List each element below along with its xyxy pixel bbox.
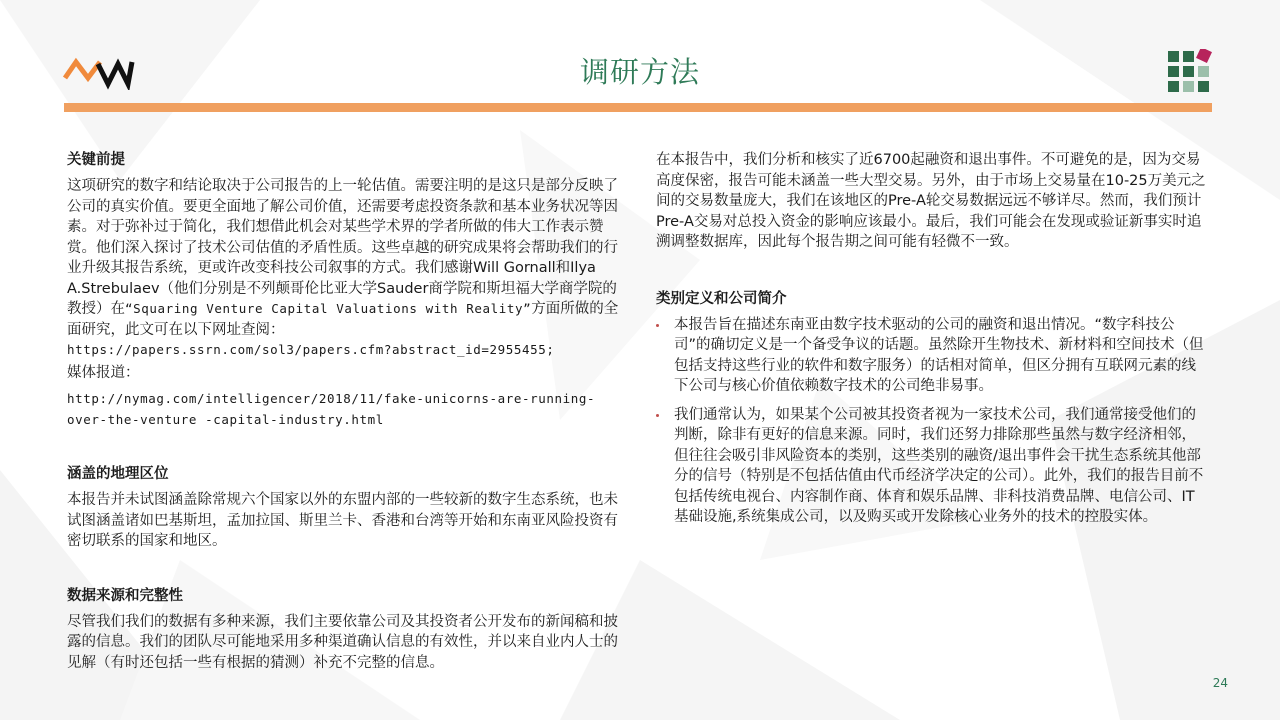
right-column <box>656 150 1208 536</box>
section-heading-data-sources: 数据来源和完整性 <box>67 587 183 604</box>
media-label: 媒体报道： <box>67 364 140 381</box>
geography-paragraph: 本报告并未试图涵盖除常规六个国家以外的东盟内部的一些较新的数字生态系统，也未试图涵盖诸如巴基斯坦，孟加拉国、斯里兰卡、香港和台湾等开始和东南亚风险投资有密切联系的国家和地区。 <box>67 492 618 549</box>
bullet-dot-icon <box>656 414 659 417</box>
section-heading-category-definition: 类别定义和公司简介 <box>656 290 787 307</box>
list-item <box>656 405 1208 528</box>
grid-logo <box>1166 49 1214 95</box>
bullet-text: 我们通常认为，如果某个公司被其投资者视为一家技术公司，我们通常接受他们的判断，除非有更好的信息来源。同时，我们还努力排除那些虽然与数字经济相邻，但往往会吸引非风险资本的类别，这些类别的融资/退出事件会干扰生态系统其他部分的信号（特别是不包括估值由代币经济学决定的公司）。此外，我们的报告目前不包括传统电视台、内容制作商、体育和娱乐品牌、非科技消费品牌、电信公司、IT基础设施,系统集成公司，以及购买或开发除核心业务外的技术的控股实体。 <box>674 406 1204 525</box>
bullet-text: 本报告旨在描述东南亚由数字技术驱动的公司的融资和退出情况。“数字科技公司”的确切定义是一个备受争议的话题。虽然除开生物技术、新材料和空间技术（但包括支持这些行业的软件和数字服务）的话相对简单，但区分拥有互联网元素的线下公司与核心价值依赖数字技术的公司绝非易事。 <box>674 316 1204 394</box>
media-link[interactable]: http://nymag.com/intelligencer/2018/11/fake-unicorns-are-running-over-the-venture -capital-industry.html <box>67 391 596 427</box>
left-column <box>67 150 627 673</box>
header-divider <box>64 103 1212 112</box>
intro-paragraph: 在本报告中，我们分析和核实了近6700起融资和退出事件。不可避免的是，因为交易高度保密，报告可能未涵盖一些大型交易。另外，由于市场上交易量在10-25万美元之间的交易数量庞大，我们在该地区的Pre-A轮交易数据远远不够详尽。然而，我们预计Pre-A交易对总投入资金的影响应该最小。最后，我们可能会在发现或验证新事实时追溯调整数据库，因此每个报告期之间可能有轻微不一致。 <box>656 152 1206 250</box>
key-premise-text: 这项研究的数字和结论取决于公司报告的上一轮估值。需要注明的是这只是部分反映了公司的真实价值。要更全面地了解公司价值，还需要考虑投资条款和基本业务状况等因素。对于弥补过于简化，我们想借此机会对某些学术界的学者所做的伟大工作表示赞赏。他们深入探讨了技术公司估值的矛盾性质。这些卓越的研究成果将会帮助我们的行业升级其报告系统，更或许改变科技公司叙事的方式。我们感谢Will Gornall和Ilya A.Strebulaev（他们分别是不列颠哥伦比亚大学Sauder商学院和斯坦福大学商学院的教授）在 <box>67 178 618 317</box>
data-sources-paragraph: 尽管我们我们的数据有多种来源，我们主要依靠公司及其投资者公开发布的新闻稿和披露的信息。我们的团队尽可能地采用多种渠道确认信息的有效性，并以来自业内人士的见解（有时还包括一些有根据的猜测）补充不完整的信息。 <box>67 613 618 671</box>
ssrn-link[interactable]: https://papers.ssrn.com/sol3/papers.cfm?abstract_id=2955455; <box>67 342 555 357</box>
section-heading-key-premise: 关键前提 <box>67 152 125 168</box>
page-title: 调研方法 <box>579 55 700 89</box>
list-item <box>656 315 1208 397</box>
section-heading-geography: 涵盖的地理区位 <box>67 466 169 482</box>
bullet-dot-icon <box>656 324 659 327</box>
category-bullet-list <box>656 315 1208 528</box>
paper-title: “Squaring Venture Capital Valuations with Reality” <box>125 301 532 316</box>
key-premise-paragraph <box>67 176 627 361</box>
key-premise-tail: 方面所做的全面研究，此文可在以下网址查阅： <box>67 301 619 338</box>
page-number: 24 <box>1212 676 1228 690</box>
